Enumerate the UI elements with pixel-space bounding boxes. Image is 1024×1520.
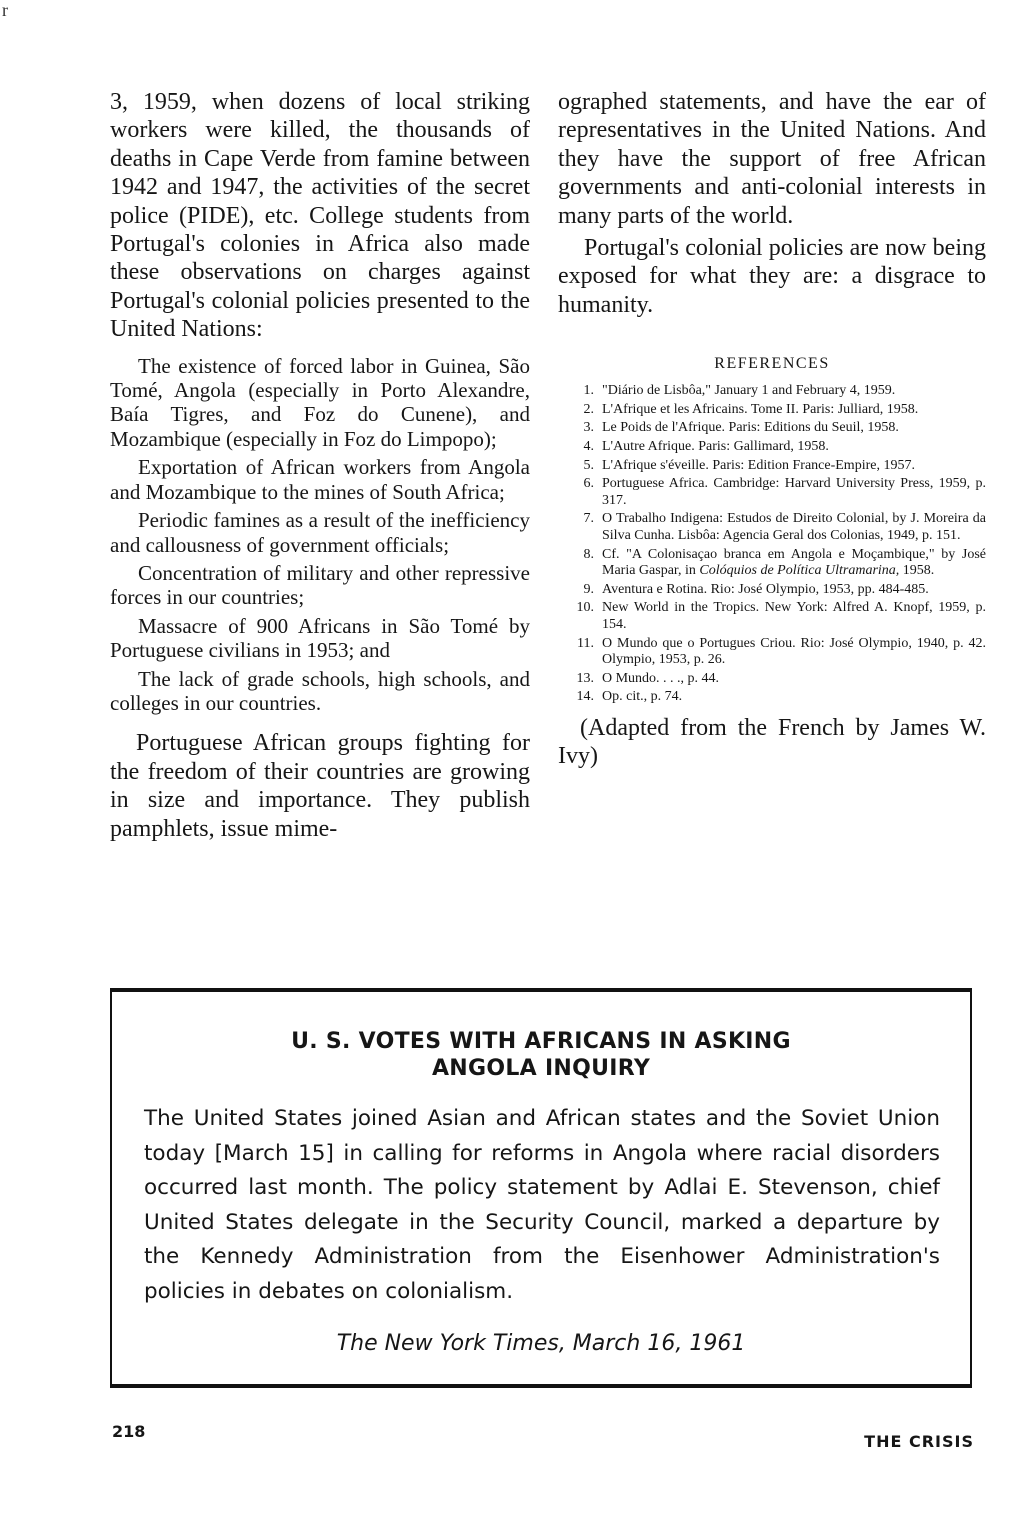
reference-item: [558, 547, 986, 580]
reference-number: 6.: [583, 476, 594, 492]
reference-item: [558, 671, 986, 688]
reference-item: [558, 402, 986, 419]
corner-mark: r: [2, 0, 8, 20]
reference-text: L'Afrique et les Africains. Tome II. Paris: Julliard, 1958.: [602, 401, 919, 417]
quoted-item: The existence of forced labor in Guinea, São Tomé, Angola (especially in Porto Alexandre, Baía Tigres, and Foz do Cunene), and Mozambique (especially in Foz do Limpopo);: [110, 353, 530, 451]
references-list: [558, 383, 986, 706]
reference-number: 4.: [583, 439, 594, 455]
reference-item: [558, 636, 986, 669]
box-headline-line: U. S. VOTES WITH AFRICANS IN ASKING: [291, 1029, 791, 1054]
closing-paragraph: Portuguese African groups fighting for the freedom of their countries are growing in size and importance. They publish pamphlets, issue mime-: [110, 730, 530, 842]
reference-text: O Mundo. . . ., p. 44.: [602, 670, 720, 686]
quoted-item: Exportation of African workers from Angola and Mozambique to the mines of South Africa;: [110, 455, 530, 504]
quoted-item: Massacre of 900 Africans in São Tomé by Portuguese civilians in 1953; and: [110, 613, 530, 663]
reference-number: 8.: [583, 546, 594, 562]
reference-item: [558, 582, 986, 599]
reference-text: L'Afrique s'éveille. Paris: Edition France-Empire, 1957.: [602, 457, 915, 473]
reference-text: O Mundo que o Portugues Criou. Rio: José Olympio, 1940, p. 42. Olympio, 1953, p. 26.: [602, 635, 986, 668]
reference-text: L'Autre Afrique. Paris: Gallimard, 1958.: [602, 439, 829, 455]
reference-number: 13.: [576, 670, 594, 686]
reference-text: Portuguese Africa. Cambridge: Harvard University Press, 1959, p. 317.: [602, 476, 986, 508]
reference-number: 3.: [583, 420, 594, 436]
box-headline: [112, 1028, 970, 1082]
reference-title-italic: Colóquios de Política Ultramarina,: [699, 563, 900, 579]
reference-item: [558, 689, 986, 706]
continued-paragraph: ographed statements, and have the ear of representatives in the United Nations. And they have the support of free African governments and anti-colonial interests in many parts of the world.: [558, 89, 986, 229]
news-box: [110, 988, 972, 1388]
reference-item: [558, 511, 986, 544]
box-source: The New York Times, March 16, 1961: [336, 1331, 746, 1356]
reference-item: [558, 420, 986, 437]
intro-paragraph: 3, 1959, when dozens of local striking workers were killed, the thousands of deaths in Cape Verde from famine between 1942 and 1947, the activities of the secret police (PIDE), etc. College students from Portugal's colonies in Africa also made these observations on charges against Portugal's colonial policies presented to the United Nations:: [110, 89, 530, 343]
reference-number: 14.: [576, 689, 594, 705]
reference-number: 2.: [583, 401, 594, 417]
reference-text-end: 1958.: [899, 563, 935, 579]
left-column: [110, 88, 530, 843]
reference-number: 11.: [577, 635, 594, 651]
right-column: [558, 88, 986, 771]
reference-text: Le Poids de l'Afrique. Paris: Editions du Seuil, 1958.: [602, 420, 899, 436]
reference-text: Op. cit., p. 74.: [602, 689, 683, 705]
reference-text: O Trabalho Indigena: Estudos de Direito Colonial, by J. Moreira da Silva Cunha. Lisbôa: Agencia Geral dos Colonias, 1949, p. 151.: [602, 511, 986, 543]
reference-item: [558, 476, 986, 509]
reference-text-start: Cf. "A Colonisaçao branca em Angola e Moçambique," by José Maria Gaspar, in: [602, 546, 986, 579]
references-heading: REFERENCES: [714, 355, 830, 373]
reference-item: [558, 383, 986, 400]
page-number: 218: [112, 1422, 146, 1441]
reference-text: New World in the Tropics. New York: Alfred A. Knopf, 1959, p. 154.: [602, 600, 986, 632]
reference-number: 7.: [583, 511, 594, 527]
reference-text: Aventura e Rotina. Rio: José Olympio, 1953, pp. 484-485.: [602, 581, 929, 597]
magazine-title: THE CRISIS: [864, 1432, 974, 1451]
reference-text: "Diário de Lisbôa," January 1 and February 4, 1959.: [602, 383, 896, 399]
reference-number: 1.: [583, 383, 594, 399]
quoted-item: The lack of grade schools, high schools, and colleges in our countries.: [110, 666, 530, 715]
reference-number: 5.: [583, 457, 594, 473]
box-body: The United States joined Asian and African states and the Soviet Union today [March 15] in calling for reforms in Angola where racial disorders occurred last month. The policy statement by Adlai E. Stevenson, chief United States delegate in the Security Council, marked a departure by the Kennedy Administration from the Eisenhower Administration's policies in debates on colonialism.: [144, 1106, 940, 1304]
adapted-note: (Adapted from the French by James W. Ivy): [558, 714, 986, 770]
reference-item: [558, 439, 986, 456]
quoted-item: Periodic famines as a result of the inefficiency and callousness of government officials;: [110, 508, 530, 557]
reference-number: 10.: [576, 600, 594, 616]
final-paragraph: Portugal's colonial policies are now being exposed for what they are: a disgrace to humanity.: [558, 235, 986, 318]
reference-text: [602, 547, 986, 580]
quoted-item: Concentration of military and other repressive forces in our countries;: [110, 560, 530, 610]
reference-item: [558, 600, 986, 633]
box-headline-line: ANGOLA INQUIRY: [431, 1056, 651, 1081]
reference-item: [558, 458, 986, 475]
reference-number: 9.: [583, 581, 594, 597]
quoted-list: [110, 354, 530, 716]
